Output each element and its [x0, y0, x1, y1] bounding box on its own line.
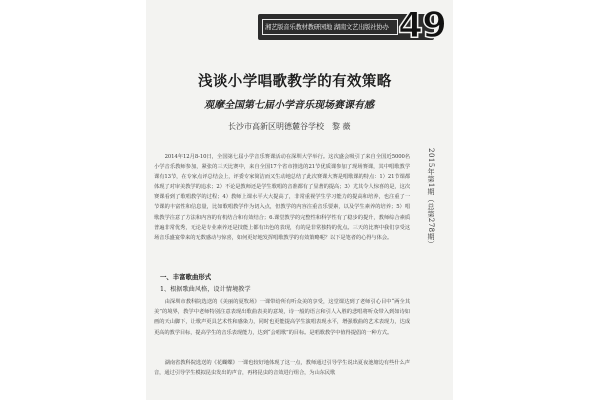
- section-heading: 一、丰富歌曲形式: [160, 273, 212, 281]
- article-title: 浅谈小学唱歌教学的有效策略: [198, 74, 392, 90]
- article-subtitle: 观摩全国第七届小学音乐现场赛课有感: [204, 100, 374, 111]
- subheading: 1、根据歌曲风格，设计情境教学: [160, 286, 251, 293]
- document-page: [146, 0, 453, 400]
- author-line: 长沙市高新区明德麓谷学校 黎 薇: [228, 122, 351, 131]
- issue-side-label: 2015年第1期（总第278期）: [427, 148, 435, 248]
- intro-paragraph: 2014年12月8-10日，全国第七届小学音乐赛课活动在深圳大学举行。这次盛会吸引了来自全国近5000名小学音乐教师参加，紧张的三天比赛中，来自全国17个省市推选的21节优质课参加了现场赛课，其中唱歌教学课有13节，在专家点评总结会上，评委专家简洁而又生动地总结了此次赛课大赛是唱歌课的特点：1）21节课都体现了对审美教学的追求；2）不论是教师还是学生歌唱的音准都有了显著的提高；3）尤其令人惊喜的是，这次赛课看到了歌唱教学的过程；4）教师上课水平大大提高了，非常重视学生学习能力的提高和培养，也注重了一节课的丰富性和信息量，比如歌唱教学作为切入点，但教学的内容注重音乐要素，以及学生素养的培养；5）唱歌教学注意了方法和内容的有机结合和有效结合；6.课堂教学的完整性和科学性有了稳步的提升，教师综合素质普遍非常优秀，无论是专业素养还是技能上都有出色的表现，有的是非常独特的优点。三天的比赛中我们享受这场音乐盛宴带来的无数感动与惊喜，如何更好地发挥唱歌教学的有效策略呢？以下是笔者的心得与体会。: [154, 154, 410, 241]
- page-number: 49: [398, 5, 447, 46]
- body-paragraph: 由深圳市教科院选送的《美丽的夏牧场》一课带给所有听众美的享受，这堂课达到了老师引心目中“两全其美”的境界，教学中老师特别注意表现出歌曲表美的意境，诗一般的语言和引人入胜的悲唱将听众带入到如诗如画的天山脚下，让歌声更具艺术性和感染力，同时也更能提高学生演唱表现水平，增强歌曲的艺术表现力，达成更高的教学目标，提高学生的音乐表现能力，达到“会唱歌”的目标。是唱歌教学中值得提倡的一种方式。: [154, 299, 410, 336]
- journal-header-text: 湘艺版音乐教材教研园地 湖南文艺出版社协办: [262, 19, 398, 35]
- body-paragraph: 湖南省教科院选送的《花蝴蝶》一课也较好地体现了这一点，教师通过引导学生说出夏夜池塘边有些什么声音，通过引导学生模拟昆虫发出的声音，再将昆虫的音效进行组合，为山东民歌: [154, 360, 410, 377]
